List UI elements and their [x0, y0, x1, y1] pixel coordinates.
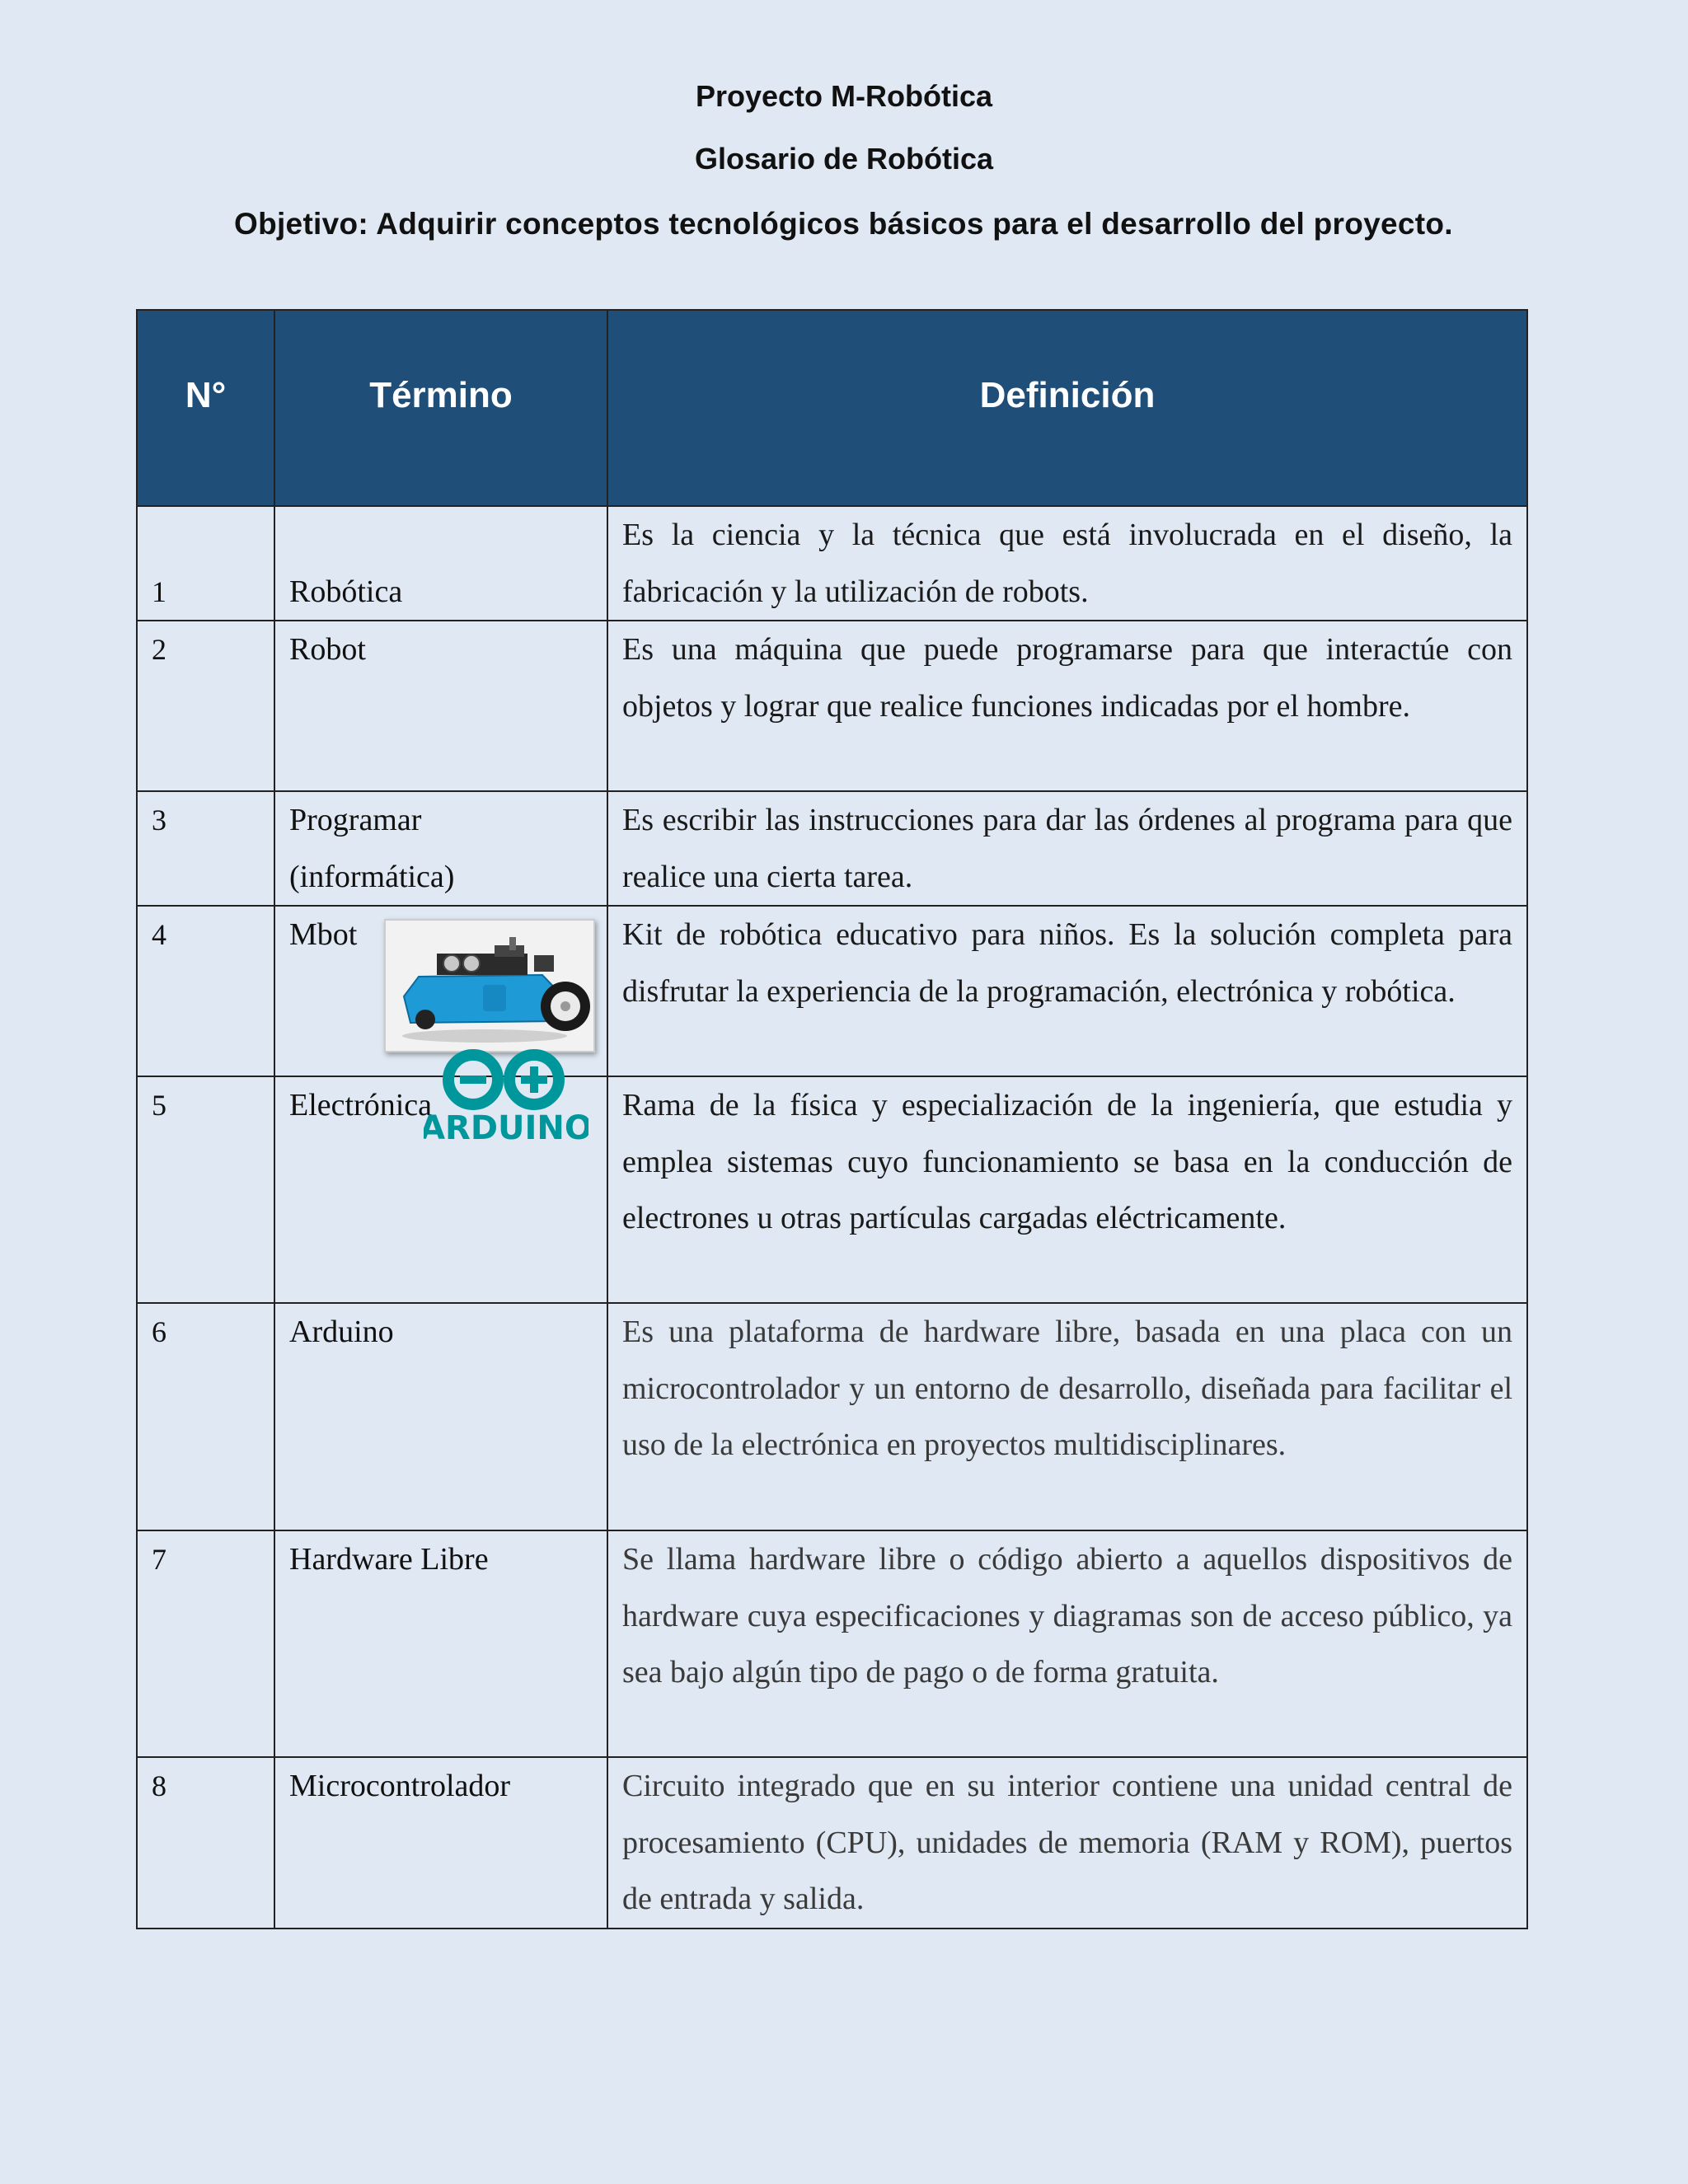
row-term: Electrónica: [274, 1076, 607, 1303]
row-definition: Es escribir las instrucciones para dar las órdenes al programa para que realice una cierta tarea.: [607, 791, 1527, 906]
row-term: Robot: [274, 621, 607, 791]
table-row: [137, 1076, 1527, 1303]
glossary-table: [136, 309, 1528, 1929]
table-row: [137, 621, 1527, 791]
row-term: Microcontrolador: [274, 1757, 607, 1929]
row-definition: Circuito integrado que en su interior contiene una unidad central de procesamiento (CPU), unidades de memoria (RAM y ROM), puertos de entrada y salida.: [607, 1757, 1527, 1929]
row-term: Programar (informática): [274, 791, 607, 906]
row-definition: Kit de robótica educativo para niños. Es la solución completa para disfrutar la experiencia de la programación, electrónica y robótica.: [607, 906, 1527, 1076]
table-row: [137, 1757, 1527, 1929]
mbot-robot-image: [384, 919, 595, 1052]
row-term: Hardware Libre: [274, 1530, 607, 1757]
row-num: 5: [137, 1076, 274, 1303]
row-num: 6: [137, 1303, 274, 1530]
row-term: Arduino: [274, 1303, 607, 1530]
row-num: 1: [137, 506, 274, 621]
row-definition: Es una máquina que puede programarse para que interactúe con objetos y lograr que realice funciones indicadas por el hombre.: [607, 621, 1527, 791]
row-num: 4: [137, 906, 274, 1076]
row-definition: Es la ciencia y la técnica que está involucrada en el diseño, la fabricación y la utilización de robots.: [607, 506, 1527, 621]
page-subtitle: Glosario de Robótica: [694, 142, 994, 176]
row-num: 8: [137, 1757, 274, 1929]
page-title: Proyecto M-Robótica: [695, 79, 993, 113]
header-term: Término: [274, 310, 607, 506]
row-num: 2: [137, 621, 274, 791]
table-row: [137, 506, 1527, 621]
row-definition: Es una plataforma de hardware libre, basada en una placa con un microcontrolador y un entorno de desarrollo, diseñada para facilitar el uso de la electrónica en proyectos multidisciplinares.: [607, 1303, 1527, 1530]
row-num: 3: [137, 791, 274, 906]
table-row: [137, 791, 1527, 906]
table-row: [137, 1530, 1527, 1757]
row-definition: Se llama hardware libre o código abierto a aquellos dispositivos de hardware cuya especificaciones y diagramas son de acceso público, ya sea bajo algún tipo de pago o de forma gratuita.: [607, 1530, 1527, 1757]
arduino-logo-text: ARDUINO: [424, 1109, 588, 1147]
table-row: [137, 1303, 1527, 1530]
row-term: Mbot: [274, 906, 607, 1076]
header-definition: Definición: [607, 310, 1527, 506]
arduino-logo: [424, 1048, 588, 1155]
row-term: Robótica: [274, 506, 607, 621]
row-definition: Rama de la física y especialización de la ingeniería, que estudia y emplea sistemas cuyo funcionamiento se basa en la conducción de electrones u otras partículas cargadas eléctricamente.: [607, 1076, 1527, 1303]
objective-text: Objetivo: Adquirir conceptos tecnológicos básicos para el desarrollo del proyecto.: [234, 207, 1453, 241]
table-header-row: [137, 310, 1527, 506]
row-num: 7: [137, 1530, 274, 1757]
table-row: [137, 906, 1527, 1076]
header-num: N°: [137, 310, 274, 506]
